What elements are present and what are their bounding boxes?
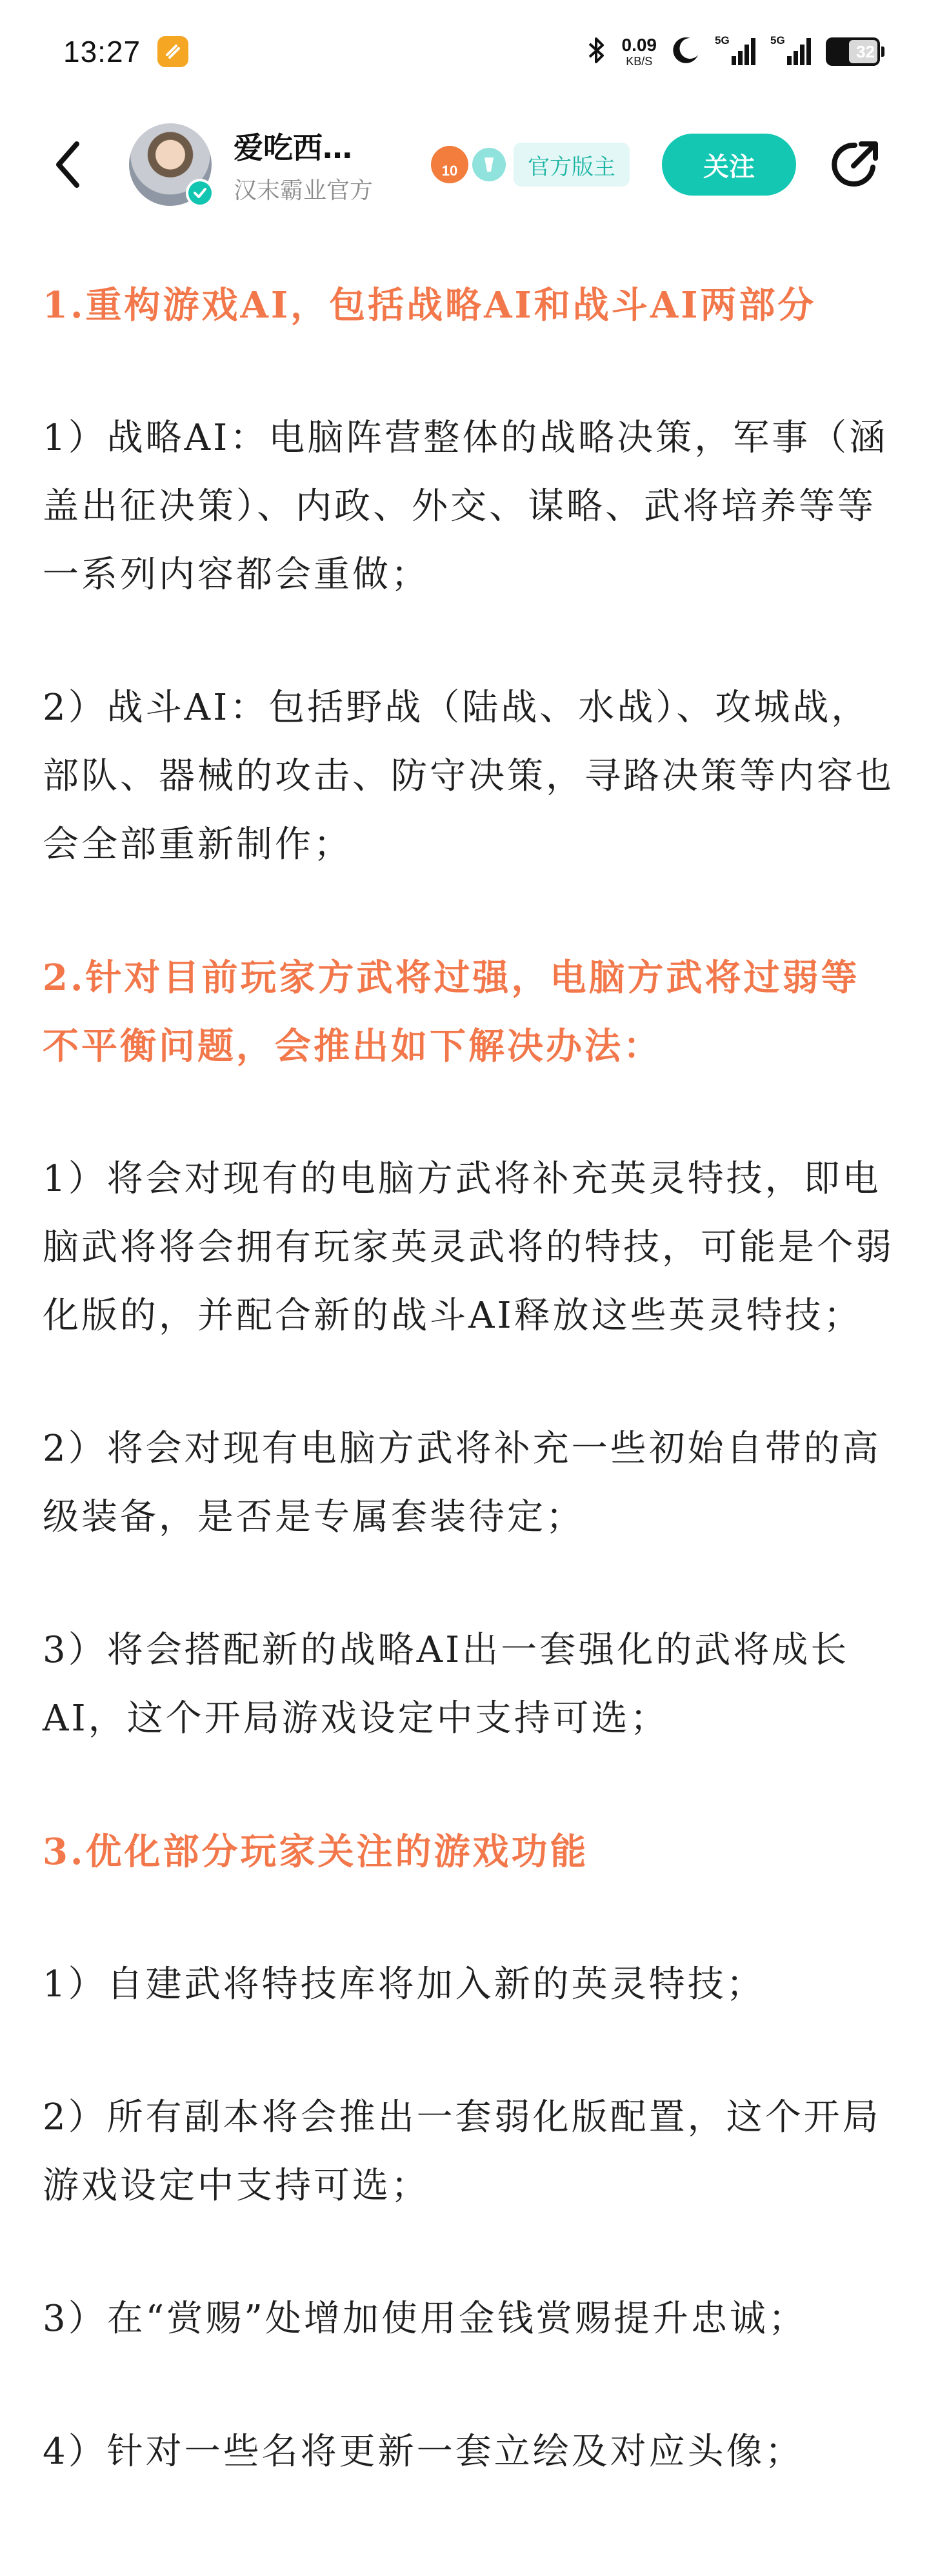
back-button[interactable]: [45, 136, 90, 194]
user-info[interactable]: [234, 125, 414, 205]
verified-icon: [186, 179, 214, 207]
back-arrow-icon: [54, 140, 82, 189]
share-icon: [828, 137, 882, 192]
paragraph: 2）所有副本将会推出一套弱化版配置，这个开局游戏设定中支持可选；: [43, 2096, 881, 2207]
paragraph: 1）战略AI：电脑阵营整体的战略决策，军事（涵盖出征决策）、内政、外交、谋略、武将培养等等一系列内容都会重做；: [43, 417, 888, 596]
paragraph: 4）针对一些名将更新一套立绘及对应头像；: [43, 2431, 804, 2473]
status-time: 13:27: [63, 35, 141, 68]
net-speed-value: 0.09: [621, 35, 657, 55]
user-name[interactable]: 爱吃西…: [234, 130, 352, 165]
paragraph: 2）战斗AI：包括野战（陆战、水战）、攻城战，部队、器械的攻击、防守决策，寻路决策等内容也会全部重新制作；: [43, 687, 894, 866]
level-number: 10: [441, 163, 458, 179]
header: [0, 103, 929, 226]
status-right: [586, 35, 881, 68]
section-heading: 3.优化部分玩家关注的游戏功能: [43, 1831, 589, 1873]
net-speed-unit: KB/S: [626, 55, 653, 68]
status-left: [63, 34, 188, 69]
net-speed: [622, 36, 657, 67]
medal-icon[interactable]: [472, 148, 506, 181]
official-moderator-tag: 官方版主: [514, 143, 630, 187]
article-body: [43, 271, 894, 2551]
battery-icon: [826, 37, 880, 66]
paragraph: 3）将会搭配新的战略AI出一套强化的武将成长AI，这个开局游戏设定中支持可选；: [43, 1629, 850, 1739]
battery-level: 32: [856, 41, 875, 61]
paragraph: 3）在“赏赐”处增加使用金钱赏赐提升忠诚；: [43, 2298, 807, 2340]
level-badge-icon[interactable]: [431, 146, 468, 183]
share-button[interactable]: [826, 136, 884, 194]
section-heading: 1.重构游戏AI，包括战略AI和战斗AI两部分: [43, 284, 817, 327]
moon-icon: [671, 35, 701, 68]
user-subtitle: 汉末霸业官方: [234, 177, 374, 204]
user-badges: [431, 143, 630, 187]
signal-icon-secondary: [770, 34, 812, 66]
bluetooth-icon: [586, 35, 608, 68]
paragraph: 1）自建武将特技库将加入新的英灵特技；: [43, 1963, 765, 2005]
signal-label: 5G: [715, 34, 730, 46]
signal-label-secondary: 5G: [770, 34, 785, 46]
status-bar: [0, 0, 929, 103]
avatar[interactable]: [129, 123, 212, 206]
app-notification-icon: [157, 36, 188, 67]
signal-icon: [715, 34, 756, 66]
paragraph: 1）将会对现有的电脑方武将补充英灵特技，即电脑武将将会拥有玩家英灵武将的特技，可能是个弱化版的，并配合新的战斗AI释放这些英灵特技；: [43, 1158, 894, 1337]
paragraph: 2）将会对现有电脑方武将补充一些初始自带的高级装备，是否是专属套装待定；: [43, 1428, 881, 1538]
section-heading: 2.针对目前玩家方武将过强，电脑方武将过弱等不平衡问题，会推出如下解决办法：: [43, 957, 860, 1068]
follow-button[interactable]: 关注: [662, 134, 796, 196]
